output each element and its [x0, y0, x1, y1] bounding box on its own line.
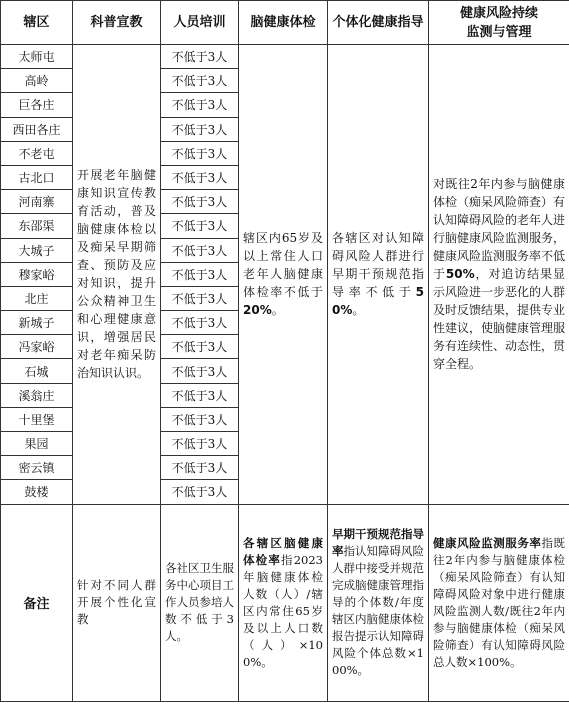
district-name: 十里堡 [1, 407, 73, 431]
notes-guidance-body: 指认知障碍风险人群中接受并规范完成脑健康管理指导的个体数/年度辖区内脑健康体检报告提示认知障碍风险个体总数×100%。 [332, 544, 424, 678]
checkup-end: 。 [271, 303, 284, 318]
guidance-text: 各辖区对认知障碍风险人群进行早期干预规范指导率不低于 [332, 231, 424, 300]
checkup-cell [239, 45, 328, 505]
district-name: 古北口 [1, 165, 73, 189]
header-guidance: 个体化健康指导 [328, 1, 429, 45]
training-cell: 不低于3人 [161, 407, 239, 431]
training-cell: 不低于3人 [161, 480, 239, 504]
training-cell: 不低于3人 [161, 69, 239, 93]
education-cell: 开展老年脑健康知识宣传教育活动，普及脑健康体检以及痴呆早期筛查、预防及应对知识，提升公众精神卫生和心理健康意识，增强居民对老年痴呆防治知识认识。 [73, 45, 161, 505]
notes-education: 针对不同人群开展个性化宣教 [73, 504, 161, 701]
district-name: 密云镇 [1, 456, 73, 480]
training-cell: 不低于3人 [161, 359, 239, 383]
training-cell: 不低于3人 [161, 262, 239, 286]
training-cell: 不低于3人 [161, 117, 239, 141]
training-cell: 不低于3人 [161, 190, 239, 214]
guidance-value: 50% [332, 285, 424, 318]
notes-label: 备注 [1, 504, 73, 701]
notes-monitoring-body: 指既往2年内参与脑健康体检（痴呆风险筛查）有认知障碍风险对象中进行健康风险监测人数/既往2年内参与脑健康体检（痴呆风险筛查）有认知障碍风险总人数×100%。 [433, 535, 566, 669]
notes-checkup-title: 各辖区脑健康体检率 [243, 535, 323, 567]
notes-guidance-title: 早期干预规范指导率 [332, 527, 424, 559]
training-cell: 不低于3人 [161, 383, 239, 407]
checkup-value: 20% [243, 303, 272, 318]
district-name: 西田各庄 [1, 117, 73, 141]
district-name: 鼓楼 [1, 480, 73, 504]
training-cell: 不低于3人 [161, 311, 239, 335]
header-district: 辖区 [1, 1, 73, 45]
district-name: 溪翁庄 [1, 383, 73, 407]
training-cell: 不低于3人 [161, 335, 239, 359]
training-cell: 不低于3人 [161, 432, 239, 456]
header-checkup: 脑健康体检 [239, 1, 328, 45]
notes-monitoring [429, 504, 569, 701]
training-cell: 不低于3人 [161, 45, 239, 69]
district-name: 果园 [1, 432, 73, 456]
header-training: 人员培训 [161, 1, 239, 45]
notes-row [1, 504, 569, 701]
monitoring-value: 50% [445, 267, 475, 282]
notes-training: 各社区卫生服务中心项目工作人员参培人数不低于3人。 [161, 504, 239, 701]
district-name: 高岭 [1, 69, 73, 93]
district-name: 冯家峪 [1, 335, 73, 359]
notes-checkup-body: 指2023年脑健康体检人数（人）/辖区内常住65岁及以上人口数（人）×100%。 [243, 552, 323, 669]
monitoring-end: ，对追访结果显示风险进一步恶化的人群及时反馈结果，提供专业性建议，使脑健康管理服务有连续性、动态性，贯穿全程。 [433, 267, 566, 372]
guidance-cell [328, 45, 429, 505]
notes-monitoring-title: 健康风险监测服务率 [433, 535, 542, 550]
header-row [1, 1, 569, 45]
guidance-end: 。 [352, 303, 365, 318]
district-name: 不老屯 [1, 141, 73, 165]
training-cell: 不低于3人 [161, 286, 239, 310]
monitoring-cell [429, 45, 569, 505]
monitoring-text: 对既往2年内参与脑健康体检（痴呆风险筛查）有认知障碍风险的老年人进行脑健康风险监测服务，健康风险监测服务率不低于 [433, 177, 566, 282]
district-name: 新城子 [1, 311, 73, 335]
header-education: 科普宣教 [73, 1, 161, 45]
training-cell: 不低于3人 [161, 141, 239, 165]
notes-checkup [239, 504, 328, 701]
district-name: 穆家峪 [1, 262, 73, 286]
district-name: 巨各庄 [1, 93, 73, 117]
checkup-text: 辖区内65岁及以上常住人口老年人脑健康体检率不低于 [243, 231, 323, 300]
training-cell: 不低于3人 [161, 165, 239, 189]
district-name: 河南寨 [1, 190, 73, 214]
training-cell: 不低于3人 [161, 238, 239, 262]
district-name: 石城 [1, 359, 73, 383]
district-name: 北庄 [1, 286, 73, 310]
training-cell: 不低于3人 [161, 214, 239, 238]
header-monitoring: 健康风险持续 监测与管理 [429, 1, 569, 45]
district-name: 大城子 [1, 238, 73, 262]
table-row [1, 45, 569, 69]
district-name: 太师屯 [1, 45, 73, 69]
district-name: 东邵渠 [1, 214, 73, 238]
notes-guidance [328, 504, 429, 701]
training-cell: 不低于3人 [161, 456, 239, 480]
training-cell: 不低于3人 [161, 93, 239, 117]
